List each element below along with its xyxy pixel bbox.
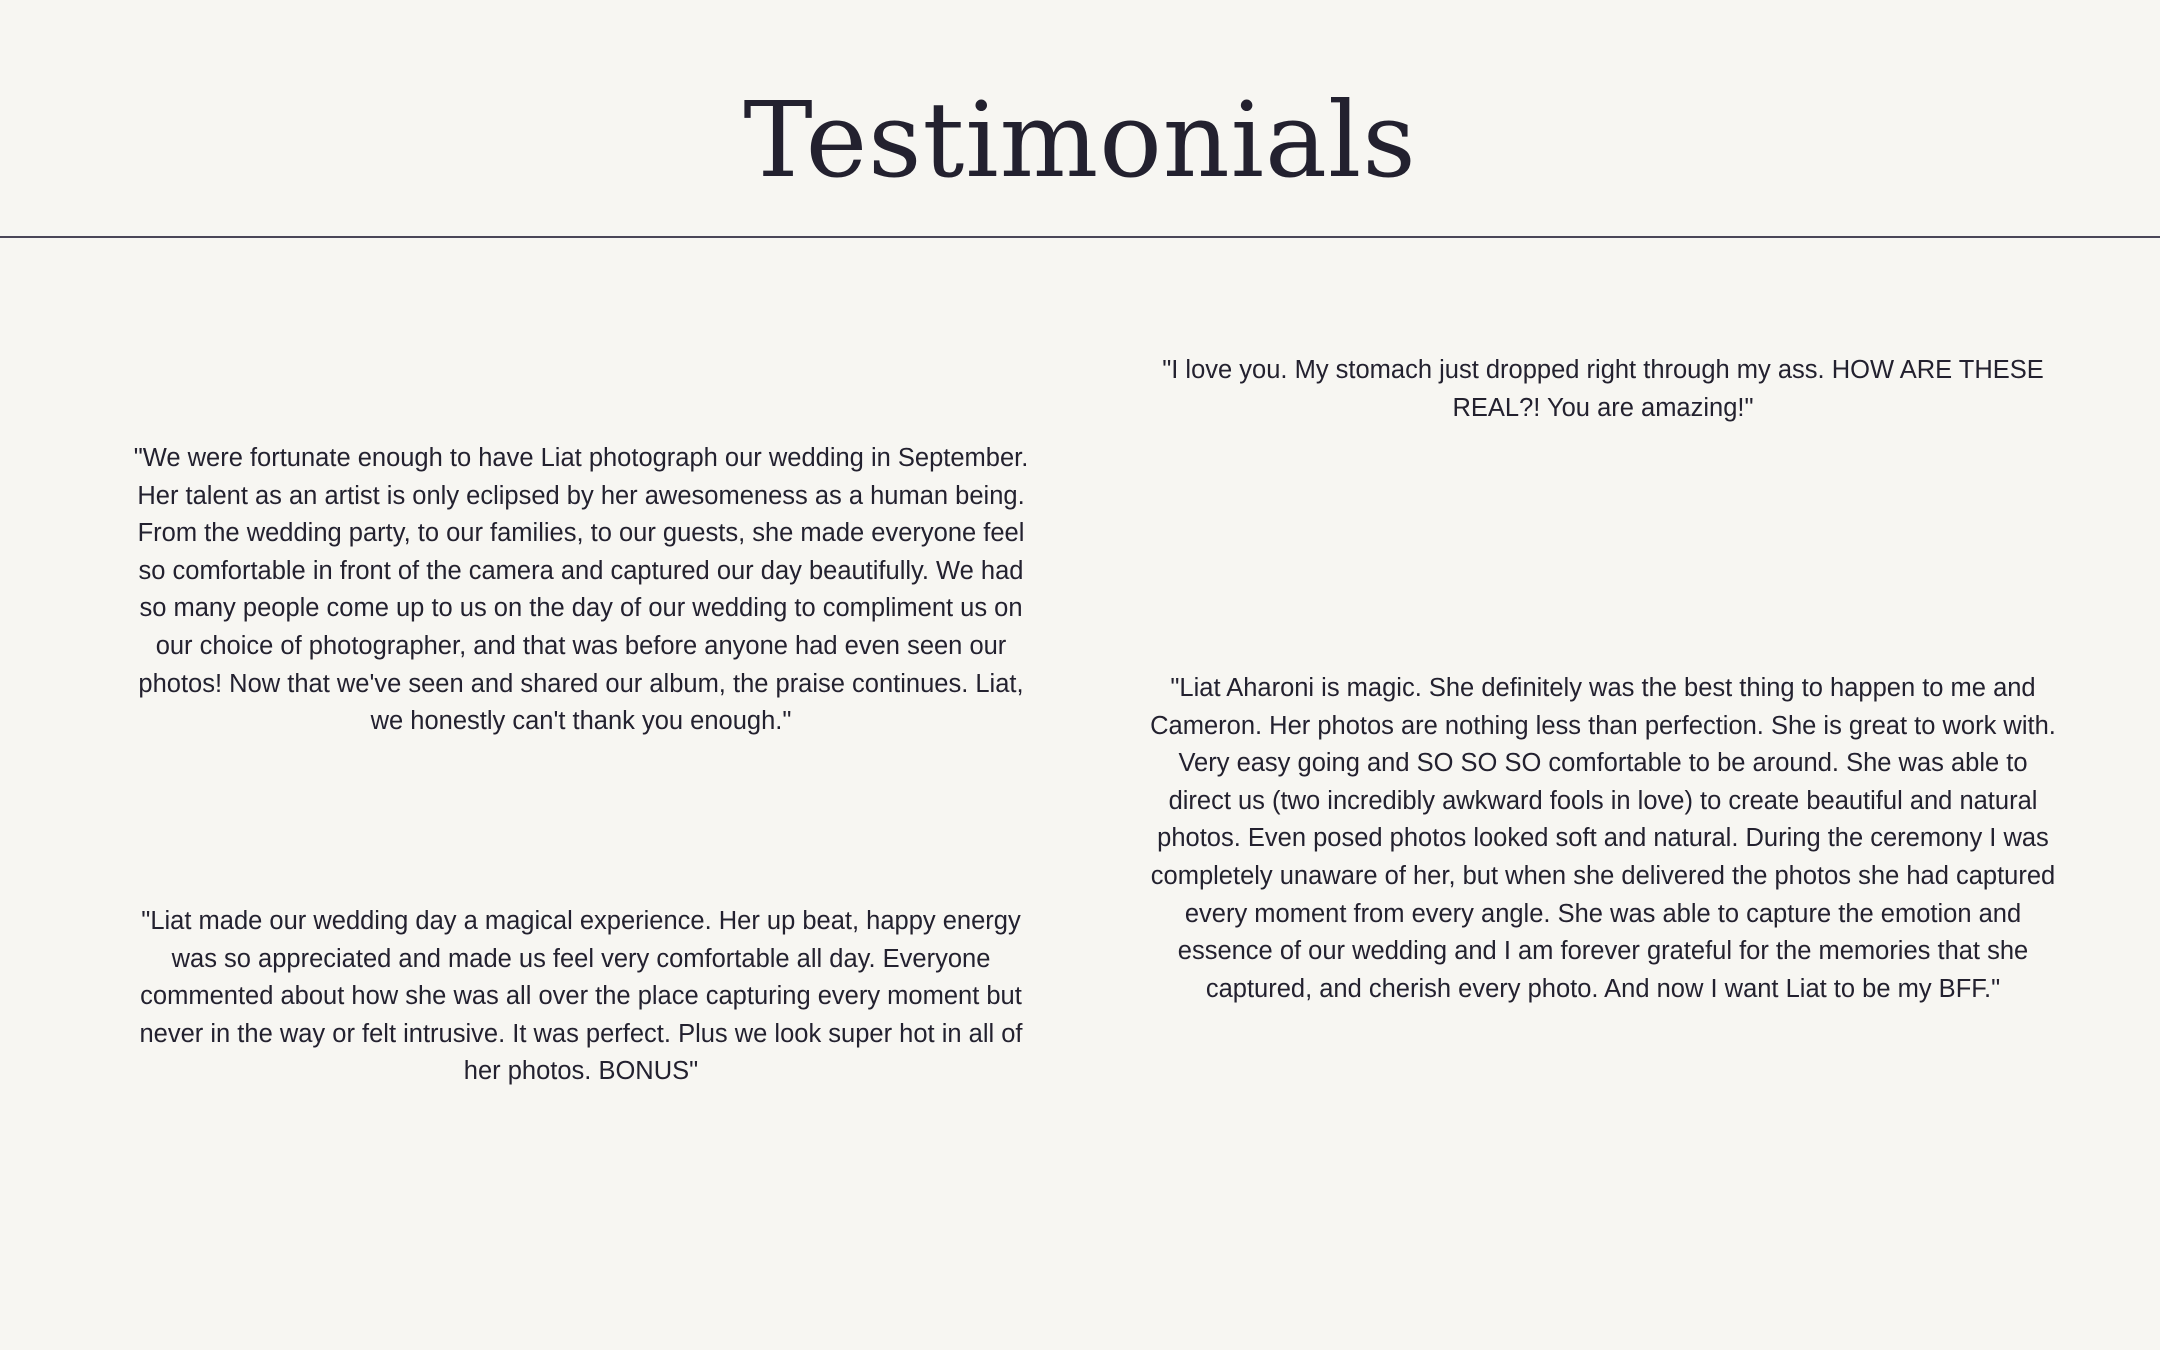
testimonial-september-wedding: "We were fortunate enough to have Liat photograph our wedding in September. Her talent as an artist is only eclipsed by her awesomeness as a human being. From the wedding party, to our families, to our guests, she made everyone feel so comfortable in front of the camera and captured our day beautifully. We had so many people come up to us on the day of our wedding to compliment us on our choice of photographer, and that was before anyone had even seen our photos! Now that we've seen and shared our album, the praise continues. Liat, we honestly can't thank you enough." xyxy=(133,444,1029,736)
testimonial-love-you: "I love you. My stomach just dropped right through my ass. HOW ARE THESE REAL?! You are amazing!" xyxy=(1162,356,2044,422)
testimonial-liat-is-magic: "Liat Aharoni is magic. She definitely was the best thing to happen to me and Cameron. Her photos are nothing less than perfection. She is great to work with. Very easy going and SO SO SO comfortable to be around. She was able to direct us (two incredibly awkward fools in love) to create beautiful and natural photos. Even posed photos looked soft and natural. During the ceremony I was completely unaware of her, but when she delivered the photos she had captured every moment from every angle. She was able to capture the emotion and essence of our wedding and I am forever grateful for the memories that she captured, and cherish every photo. And now I want Liat to be my BFF." xyxy=(1150,674,2056,1003)
page-title: Testimonials xyxy=(743,79,1417,201)
header-divider xyxy=(0,236,2160,238)
testimonial-magical-experience: "Liat made our wedding day a magical experience. Her up beat, happy energy was so appreciated and made us feel very comfortable all day. Everyone commented about how she was all over the place capturing every moment but never in the way or felt intrusive. It was perfect. Plus we look super hot in all of her photos. BONUS" xyxy=(139,907,1023,1086)
